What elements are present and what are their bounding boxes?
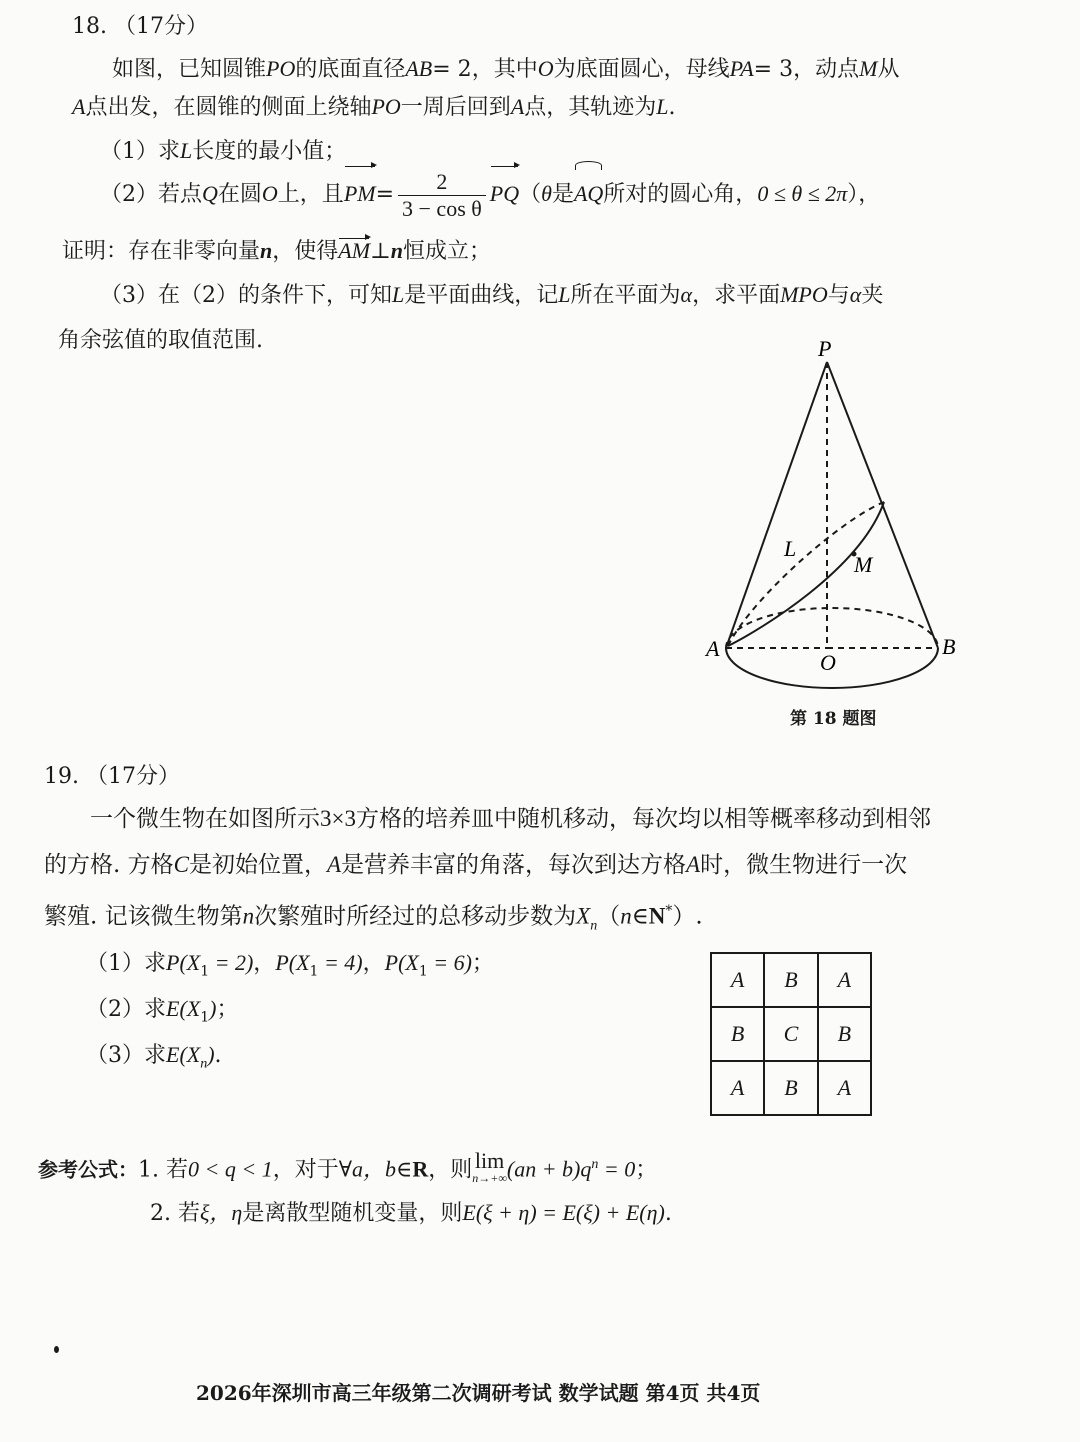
formula-2 bbox=[150, 1198, 672, 1229]
q19-intro-line3 bbox=[44, 896, 703, 941]
figure-caption: 第 18 题图 bbox=[790, 709, 877, 729]
math-P: P(X bbox=[166, 950, 201, 975]
math-MPO: MPO bbox=[780, 282, 828, 307]
text: 时，微生物进行一次 bbox=[700, 852, 908, 878]
math-P: P(X bbox=[384, 950, 419, 975]
ink-dot bbox=[54, 1346, 59, 1353]
math-R: R bbox=[412, 1156, 429, 1182]
math-subscript: 1 bbox=[200, 963, 210, 980]
math-subscript: 1 bbox=[309, 963, 319, 980]
math-n: n bbox=[620, 903, 632, 929]
fraction-numerator: 2 bbox=[398, 169, 486, 196]
grid-cell: A bbox=[711, 1061, 764, 1115]
text: ， bbox=[362, 951, 385, 976]
text: 夹 bbox=[861, 283, 884, 308]
q18-number: 18. bbox=[72, 14, 107, 39]
math-subscript: 1 bbox=[200, 1009, 210, 1026]
cone-left-edge bbox=[726, 362, 827, 648]
text: ，动点 bbox=[793, 57, 860, 82]
q18-header bbox=[72, 12, 208, 42]
limit bbox=[472, 1150, 507, 1184]
text: 一周后回到 bbox=[400, 95, 511, 120]
text: （1）求 bbox=[100, 139, 180, 164]
math-n: n bbox=[242, 903, 255, 929]
culture-grid bbox=[710, 952, 872, 1116]
math-subscript: n bbox=[590, 918, 598, 934]
grid-row bbox=[711, 1007, 871, 1061]
label-O: O bbox=[820, 650, 836, 675]
text: 2. bbox=[150, 1201, 171, 1226]
math-A: A bbox=[326, 852, 342, 877]
q18-part3-line2: 角余弦值的取值范围. bbox=[58, 328, 263, 353]
formulas-label: 参考公式： bbox=[38, 1157, 138, 1182]
text: . bbox=[668, 95, 676, 120]
grid-cell: A bbox=[818, 953, 871, 1007]
grid-cell: A bbox=[818, 1061, 871, 1115]
text: 长度的最小值； bbox=[192, 139, 347, 164]
text: ； bbox=[216, 997, 239, 1022]
math-PO: PO bbox=[371, 94, 401, 119]
math-PO: PO bbox=[266, 56, 296, 81]
text: （1）求 bbox=[86, 951, 166, 976]
math-eq: = 2 bbox=[432, 57, 472, 82]
math-alpha: α bbox=[849, 282, 862, 307]
q18-intro-line2 bbox=[72, 92, 676, 123]
math-vector-n: n bbox=[390, 238, 403, 263]
q19-header bbox=[44, 762, 180, 792]
q19-part2 bbox=[86, 994, 238, 1032]
text: ，求平面 bbox=[692, 283, 781, 308]
q18-part2 bbox=[100, 164, 880, 225]
text: （ bbox=[519, 182, 542, 207]
fraction-denominator: 3 − cos θ bbox=[402, 195, 482, 221]
text: （3）求 bbox=[86, 1043, 166, 1068]
text: 是初始位置， bbox=[188, 852, 327, 878]
math-in: ∈ bbox=[631, 903, 649, 930]
math-M: M bbox=[859, 56, 878, 81]
q19-intro-line1 bbox=[90, 804, 931, 834]
q18-points: （17分） bbox=[114, 14, 208, 39]
math-P: P(X bbox=[275, 950, 310, 975]
text: . bbox=[664, 1201, 672, 1226]
grid-cell: B bbox=[711, 1007, 764, 1061]
grid-row bbox=[711, 1061, 871, 1115]
math-star: * bbox=[665, 903, 673, 919]
q18-intro-line1 bbox=[112, 54, 899, 85]
label-L: L bbox=[784, 536, 797, 561]
vector-AM: AM bbox=[338, 236, 370, 266]
text: 与 bbox=[827, 283, 850, 308]
math-E: E(X bbox=[166, 1042, 201, 1067]
math-paren: ) bbox=[207, 1042, 215, 1067]
text: 恒成立； bbox=[403, 239, 492, 264]
text: 的方格. 方格 bbox=[44, 852, 174, 878]
math-grid-size: 3×3 bbox=[320, 806, 356, 831]
grid-cell: C bbox=[764, 1007, 817, 1061]
text: ，其中 bbox=[471, 57, 538, 82]
grid-cell: B bbox=[764, 953, 817, 1007]
q19-part1 bbox=[86, 948, 494, 986]
label-M: M bbox=[854, 552, 873, 577]
text: ）， bbox=[847, 182, 881, 207]
math-value: = 2) bbox=[209, 950, 254, 975]
q18-part1 bbox=[100, 136, 346, 167]
formula-1 bbox=[38, 1150, 657, 1185]
math-C: C bbox=[173, 852, 189, 877]
math-L: L bbox=[392, 282, 405, 307]
text: （3）在（2）的条件下，可知 bbox=[100, 283, 392, 308]
grid-row bbox=[711, 953, 871, 1007]
math-N: N bbox=[648, 903, 666, 929]
text: ； bbox=[471, 951, 494, 976]
label-A: A bbox=[706, 636, 720, 661]
text: 所在平面为 bbox=[570, 283, 681, 308]
math-E: E(X bbox=[166, 996, 201, 1021]
text: 一个微生物在如图所示 bbox=[90, 806, 320, 832]
label-B: B bbox=[942, 634, 956, 659]
math-theta: θ bbox=[541, 181, 552, 206]
limit-word: lim bbox=[474, 1148, 505, 1173]
text: 方格的培养皿中随机移动，每次均以相等概率移动到相邻 bbox=[355, 806, 931, 832]
text: 是 bbox=[551, 182, 574, 207]
label-P: P bbox=[818, 336, 832, 361]
grid-cell: B bbox=[818, 1007, 871, 1061]
vector-PM: PM bbox=[344, 164, 376, 224]
math-L: L bbox=[558, 282, 571, 307]
text: 点，其轨迹为 bbox=[524, 95, 657, 120]
grid-cell: B bbox=[764, 1061, 817, 1115]
page-footer: 2026年深圳市高三年级第二次调研考试 数学试题 第4页 共4页 bbox=[196, 1381, 761, 1405]
math-AB: AB bbox=[405, 56, 433, 81]
math-value: = 6) bbox=[427, 950, 472, 975]
text: ， bbox=[253, 951, 276, 976]
math-A: A bbox=[72, 94, 86, 119]
text: 1. bbox=[138, 1157, 159, 1183]
q18-part3 bbox=[100, 280, 883, 311]
text: . bbox=[214, 1043, 222, 1068]
math-subscript: 1 bbox=[418, 963, 428, 980]
text: 证明：存在非零向量 bbox=[62, 239, 261, 264]
text: 所对的圆心角， bbox=[603, 182, 758, 207]
vector-PQ: PQ bbox=[490, 164, 519, 224]
math-forall: ∀a，b∈ bbox=[338, 1156, 413, 1182]
arc-AQ: AQ bbox=[574, 164, 603, 224]
text: 在圆 bbox=[217, 182, 262, 207]
math-X: X bbox=[576, 903, 591, 929]
cone-figure bbox=[690, 330, 990, 730]
math-PA: PA bbox=[729, 56, 754, 81]
text: 上，且 bbox=[277, 182, 344, 207]
text: ，则 bbox=[428, 1157, 473, 1183]
math-A: A bbox=[510, 94, 525, 119]
text: 次繁殖时所经过的总移动步数为 bbox=[254, 903, 577, 930]
text: ，对于 bbox=[272, 1157, 339, 1183]
q19-intro-line2 bbox=[44, 850, 907, 880]
limit-subscript: n→+∞ bbox=[472, 1171, 507, 1185]
text: 如图，已知圆锥 bbox=[112, 57, 267, 82]
q19-part3 bbox=[86, 1040, 222, 1079]
math-O: O bbox=[261, 181, 278, 206]
math-range: 0 ≤ θ ≤ 2π bbox=[757, 181, 848, 206]
text: 是离散型随机变量，则 bbox=[242, 1201, 463, 1226]
text: 是平面曲线，记 bbox=[404, 283, 559, 308]
math-A: A bbox=[686, 852, 701, 877]
text: 繁殖. 记该微生物第 bbox=[44, 903, 243, 930]
text: 为底面圆心，母线 bbox=[553, 57, 730, 82]
text: 的底面直径 bbox=[295, 57, 406, 82]
q18-part2-line2 bbox=[62, 236, 491, 267]
math-perp: ⊥ bbox=[370, 239, 391, 264]
math-paren: ) bbox=[209, 996, 217, 1021]
math-value: = 4) bbox=[318, 950, 363, 975]
text: 点出发，在圆锥的侧面上绕轴 bbox=[85, 95, 372, 120]
text: （2）求 bbox=[86, 997, 166, 1022]
math-O: O bbox=[537, 56, 554, 81]
text: 若 bbox=[178, 1201, 201, 1226]
math-eq: = 3 bbox=[753, 57, 794, 82]
math-subscript: n bbox=[200, 1056, 208, 1072]
math-condition: 0 < q < 1 bbox=[188, 1156, 273, 1182]
grid-cell: A bbox=[711, 953, 764, 1007]
text: （2）若点 bbox=[100, 182, 202, 207]
math-L: L bbox=[180, 138, 193, 163]
fraction bbox=[398, 169, 486, 222]
math-vars: ξ，η bbox=[200, 1200, 243, 1225]
math-eq: = bbox=[375, 182, 395, 207]
text: （ bbox=[597, 903, 621, 930]
math-eq: = 0 bbox=[598, 1156, 636, 1182]
text: ，使得 bbox=[272, 239, 339, 264]
q19-number: 19. bbox=[44, 764, 79, 789]
math-L: L bbox=[656, 94, 669, 119]
text: 是营养丰富的角落，每次到达方格 bbox=[341, 852, 687, 878]
math-expression: E(ξ + η) = E(ξ) + E(η) bbox=[462, 1200, 665, 1225]
math-alpha: α bbox=[680, 282, 693, 307]
math-vector-n: n bbox=[260, 238, 273, 263]
math-superscript: n bbox=[591, 1157, 599, 1172]
text: ）. bbox=[672, 903, 703, 930]
base-back-arc bbox=[726, 608, 938, 648]
text: ； bbox=[635, 1157, 658, 1183]
text: 若 bbox=[166, 1157, 189, 1183]
text: 从 bbox=[877, 57, 900, 82]
math-expression: (an + b)q bbox=[506, 1156, 592, 1182]
math-Q: Q bbox=[202, 181, 218, 206]
q19-points: （17分） bbox=[86, 764, 180, 789]
